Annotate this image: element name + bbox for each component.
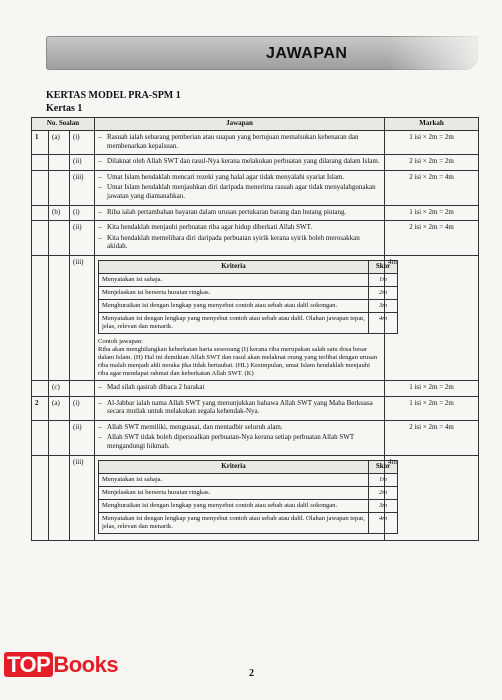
part-label xyxy=(49,255,70,380)
table-row xyxy=(32,155,479,171)
answer-point: – Riba ialah pertambahan bayaran dalam urusan pertukaran barang dan hutang piutang. xyxy=(98,208,381,217)
subpart-label: (ii) xyxy=(70,221,95,256)
criteria-row xyxy=(99,486,398,499)
marks-cell: 2 isi × 2m = 4m xyxy=(385,170,479,205)
criteria-row xyxy=(99,473,398,486)
criteria-score: 1m xyxy=(369,273,398,286)
part-label xyxy=(49,170,70,205)
answer-cell xyxy=(95,170,385,205)
header-question-no: No. Soalan xyxy=(32,118,95,131)
table-row xyxy=(32,380,479,396)
table-row xyxy=(32,221,479,256)
part-label: (c) xyxy=(49,380,70,396)
answer-point: – Allah SWT tidak boleh dipersoalkan perbuatan-Nya kerana setiap perbuatan Allah SWT mengandungi hikmah. xyxy=(98,433,381,450)
answer-cell xyxy=(95,396,385,420)
question-number xyxy=(32,155,49,171)
answer-cell xyxy=(95,205,385,221)
criteria-table xyxy=(98,460,398,534)
answer-point: – Rasuah ialah sebarang pemberian atau suapan yang bertujuan memalsukan kebenaran dan membenarkan kepalsuan. xyxy=(98,133,381,150)
answer-point: – Umat Islam hendaklah menjauhkan diri daripada menerima rasuah agar tidak menyalahgunakan jawatan yang diamanahkan. xyxy=(98,183,381,200)
question-number: 1 xyxy=(32,131,49,155)
criteria-row xyxy=(99,512,398,533)
answer-cell xyxy=(95,455,391,540)
section-banner xyxy=(46,36,478,70)
criteria-text: Menyatakan isi sahaja. xyxy=(99,273,369,286)
marks-cell: 4m xyxy=(385,255,479,380)
criteria-score: 3m xyxy=(369,299,398,312)
marks-cell: 2 isi × 2m = 2m xyxy=(385,155,479,171)
part-label: (a) xyxy=(49,396,70,420)
part-label xyxy=(49,221,70,256)
part-label: (a) xyxy=(49,131,70,155)
banner-fade xyxy=(388,36,478,70)
criteria-text: Menyatakan isi dengan lengkap yang menyebut contoh atau sebab atau dalil. Olahan jawapan tepat, jelas, relevan dan menarik. xyxy=(99,312,369,333)
marks-cell: 1 isi × 2m = 2m xyxy=(385,131,479,155)
criteria-score: 4m xyxy=(369,512,398,533)
criteria-text: Menyatakan isi dengan lengkap yang menyebut contoh atau sebab atau dalil. Olahan jawapan tepat, jelas, relevan dan menarik. xyxy=(99,512,369,533)
criteria-header: Kriteria xyxy=(99,260,369,273)
banner-title: JAWAPAN xyxy=(266,45,348,62)
page-number: 2 xyxy=(249,668,254,679)
logo-books: Books xyxy=(53,652,119,677)
table-row xyxy=(32,131,479,155)
question-number xyxy=(32,420,49,455)
table-row xyxy=(32,205,479,221)
criteria-score: 2m xyxy=(369,286,398,299)
subpart-label: (i) xyxy=(70,131,95,155)
marks-cell: 2 isi × 2m = 4m xyxy=(385,221,479,256)
logo-top: TOP xyxy=(4,652,53,677)
question-number xyxy=(32,255,49,380)
rubric-row xyxy=(32,455,479,540)
answer-cell xyxy=(95,255,391,380)
score-header: Skor xyxy=(369,260,398,273)
answer-cell xyxy=(95,131,385,155)
criteria-table xyxy=(98,260,398,334)
part-label xyxy=(49,155,70,171)
table-row xyxy=(32,170,479,205)
criteria-row xyxy=(99,273,398,286)
subpart-label: (iii) xyxy=(70,255,95,380)
question-number xyxy=(32,455,49,540)
topbooks-logo xyxy=(4,652,118,678)
criteria-text: Menjelaskan isi berserta huraian ringkas. xyxy=(99,286,369,299)
example-answer xyxy=(98,338,381,378)
marks-cell: 1 isi × 2m = 2m xyxy=(385,396,479,420)
table-row xyxy=(32,396,479,420)
criteria-score: 3m xyxy=(369,499,398,512)
answer-cell xyxy=(95,221,385,256)
score-header: Skor xyxy=(369,460,398,473)
example-title: Contoh jawapan: xyxy=(98,337,143,345)
criteria-row xyxy=(99,499,398,512)
subpart-label: (ii) xyxy=(70,420,95,455)
subpart-label: (iii) xyxy=(70,455,95,540)
question-number xyxy=(32,221,49,256)
subpart-label xyxy=(70,380,95,396)
answer-point: – Umat Islam hendaklah mencari rezeki yang halal agar tidak menyalahi syariat Islam. xyxy=(98,173,381,182)
question-number: 2 xyxy=(32,396,49,420)
table-header-row xyxy=(32,118,479,131)
answer-point: – Kita hendaklah menjauhi perbuatan riba agar hidup diberkati Allah SWT. xyxy=(98,223,381,232)
criteria-row xyxy=(99,286,398,299)
part-label xyxy=(49,455,70,540)
criteria-text: Menyatakan isi sahaja. xyxy=(99,473,369,486)
answer-cell xyxy=(95,380,385,396)
answer-point: – Kita hendaklah memelihara diri daripada perbuatan syirik kerana syirik boleh merosakkan akidah. xyxy=(98,234,381,251)
example-text: Riba akan menghilangkan keberkatan harta seseorang (I) kerana riba merupakan salah satu dosa besar dalam Islam. (H) Hal ini demikian Allah SWT dan rasul akan melaknat orang yang terlibat dengan urusan riba malah menjadi ahli neraka jika tidak bertaubat. (HL) Kesimpulan, umat Islam hendaklah menjauhi riba agar mendapat rahmat dan keberkatan Allah SWT. (K) xyxy=(98,345,378,377)
marks-cell: 4m xyxy=(385,455,479,540)
table-row xyxy=(32,420,479,455)
answer-point: – Mad silah qasirah dibaca 2 harakat xyxy=(98,383,381,392)
document-title: KERTAS MODEL PRA-SPM 1 xyxy=(46,90,181,101)
answer-table xyxy=(31,117,479,541)
subpart-label: (ii) xyxy=(70,155,95,171)
subpart-label: (i) xyxy=(70,205,95,221)
question-number xyxy=(32,205,49,221)
criteria-score: 4m xyxy=(369,312,398,333)
marks-cell: 1 isi × 2m = 2m xyxy=(385,380,479,396)
answer-point: – Allah SWT memiliki, menguasai, dan mentadbir seluruh alam. xyxy=(98,423,381,432)
criteria-score: 2m xyxy=(369,486,398,499)
subpart-label: (i) xyxy=(70,396,95,420)
header-answer: Jawapan xyxy=(95,118,385,131)
answer-cell xyxy=(95,155,385,171)
criteria-text: Menjelaskan isi berserta huraian ringkas. xyxy=(99,486,369,499)
rubric-row xyxy=(32,255,479,380)
criteria-row xyxy=(99,312,398,333)
part-label xyxy=(49,420,70,455)
criteria-score: 1m xyxy=(369,473,398,486)
criteria-text: Menghuraikan isi dengan lengkap yang menyebut contoh atau sebab atau dalil sokongan. xyxy=(99,299,369,312)
criteria-row xyxy=(99,299,398,312)
answer-cell xyxy=(95,420,385,455)
subpart-label: (iii) xyxy=(70,170,95,205)
header-marks: Markah xyxy=(385,118,479,131)
paper-subtitle: Kertas 1 xyxy=(46,103,83,114)
question-number xyxy=(32,380,49,396)
marks-cell: 2 isi × 2m = 4m xyxy=(385,420,479,455)
answer-point: – Al-Jabbar ialah nama Allah SWT yang menunjukkan bahawa Allah SWT yang Maha Berkuasa secara mutlak untuk melakukan segala kehendak-Nya. xyxy=(98,399,381,416)
criteria-header: Kriteria xyxy=(99,460,369,473)
criteria-text: Menghuraikan isi dengan lengkap yang menyebut contoh atau sebab atau dalil sokongan. xyxy=(99,499,369,512)
answer-point: – Dilaknat oleh Allah SWT dan rasul-Nya kerana melakukan perbuatan yang dilarang dalam Islam. xyxy=(98,157,381,166)
part-label: (b) xyxy=(49,205,70,221)
question-number xyxy=(32,170,49,205)
marks-cell: 1 isi × 2m = 2m xyxy=(385,205,479,221)
